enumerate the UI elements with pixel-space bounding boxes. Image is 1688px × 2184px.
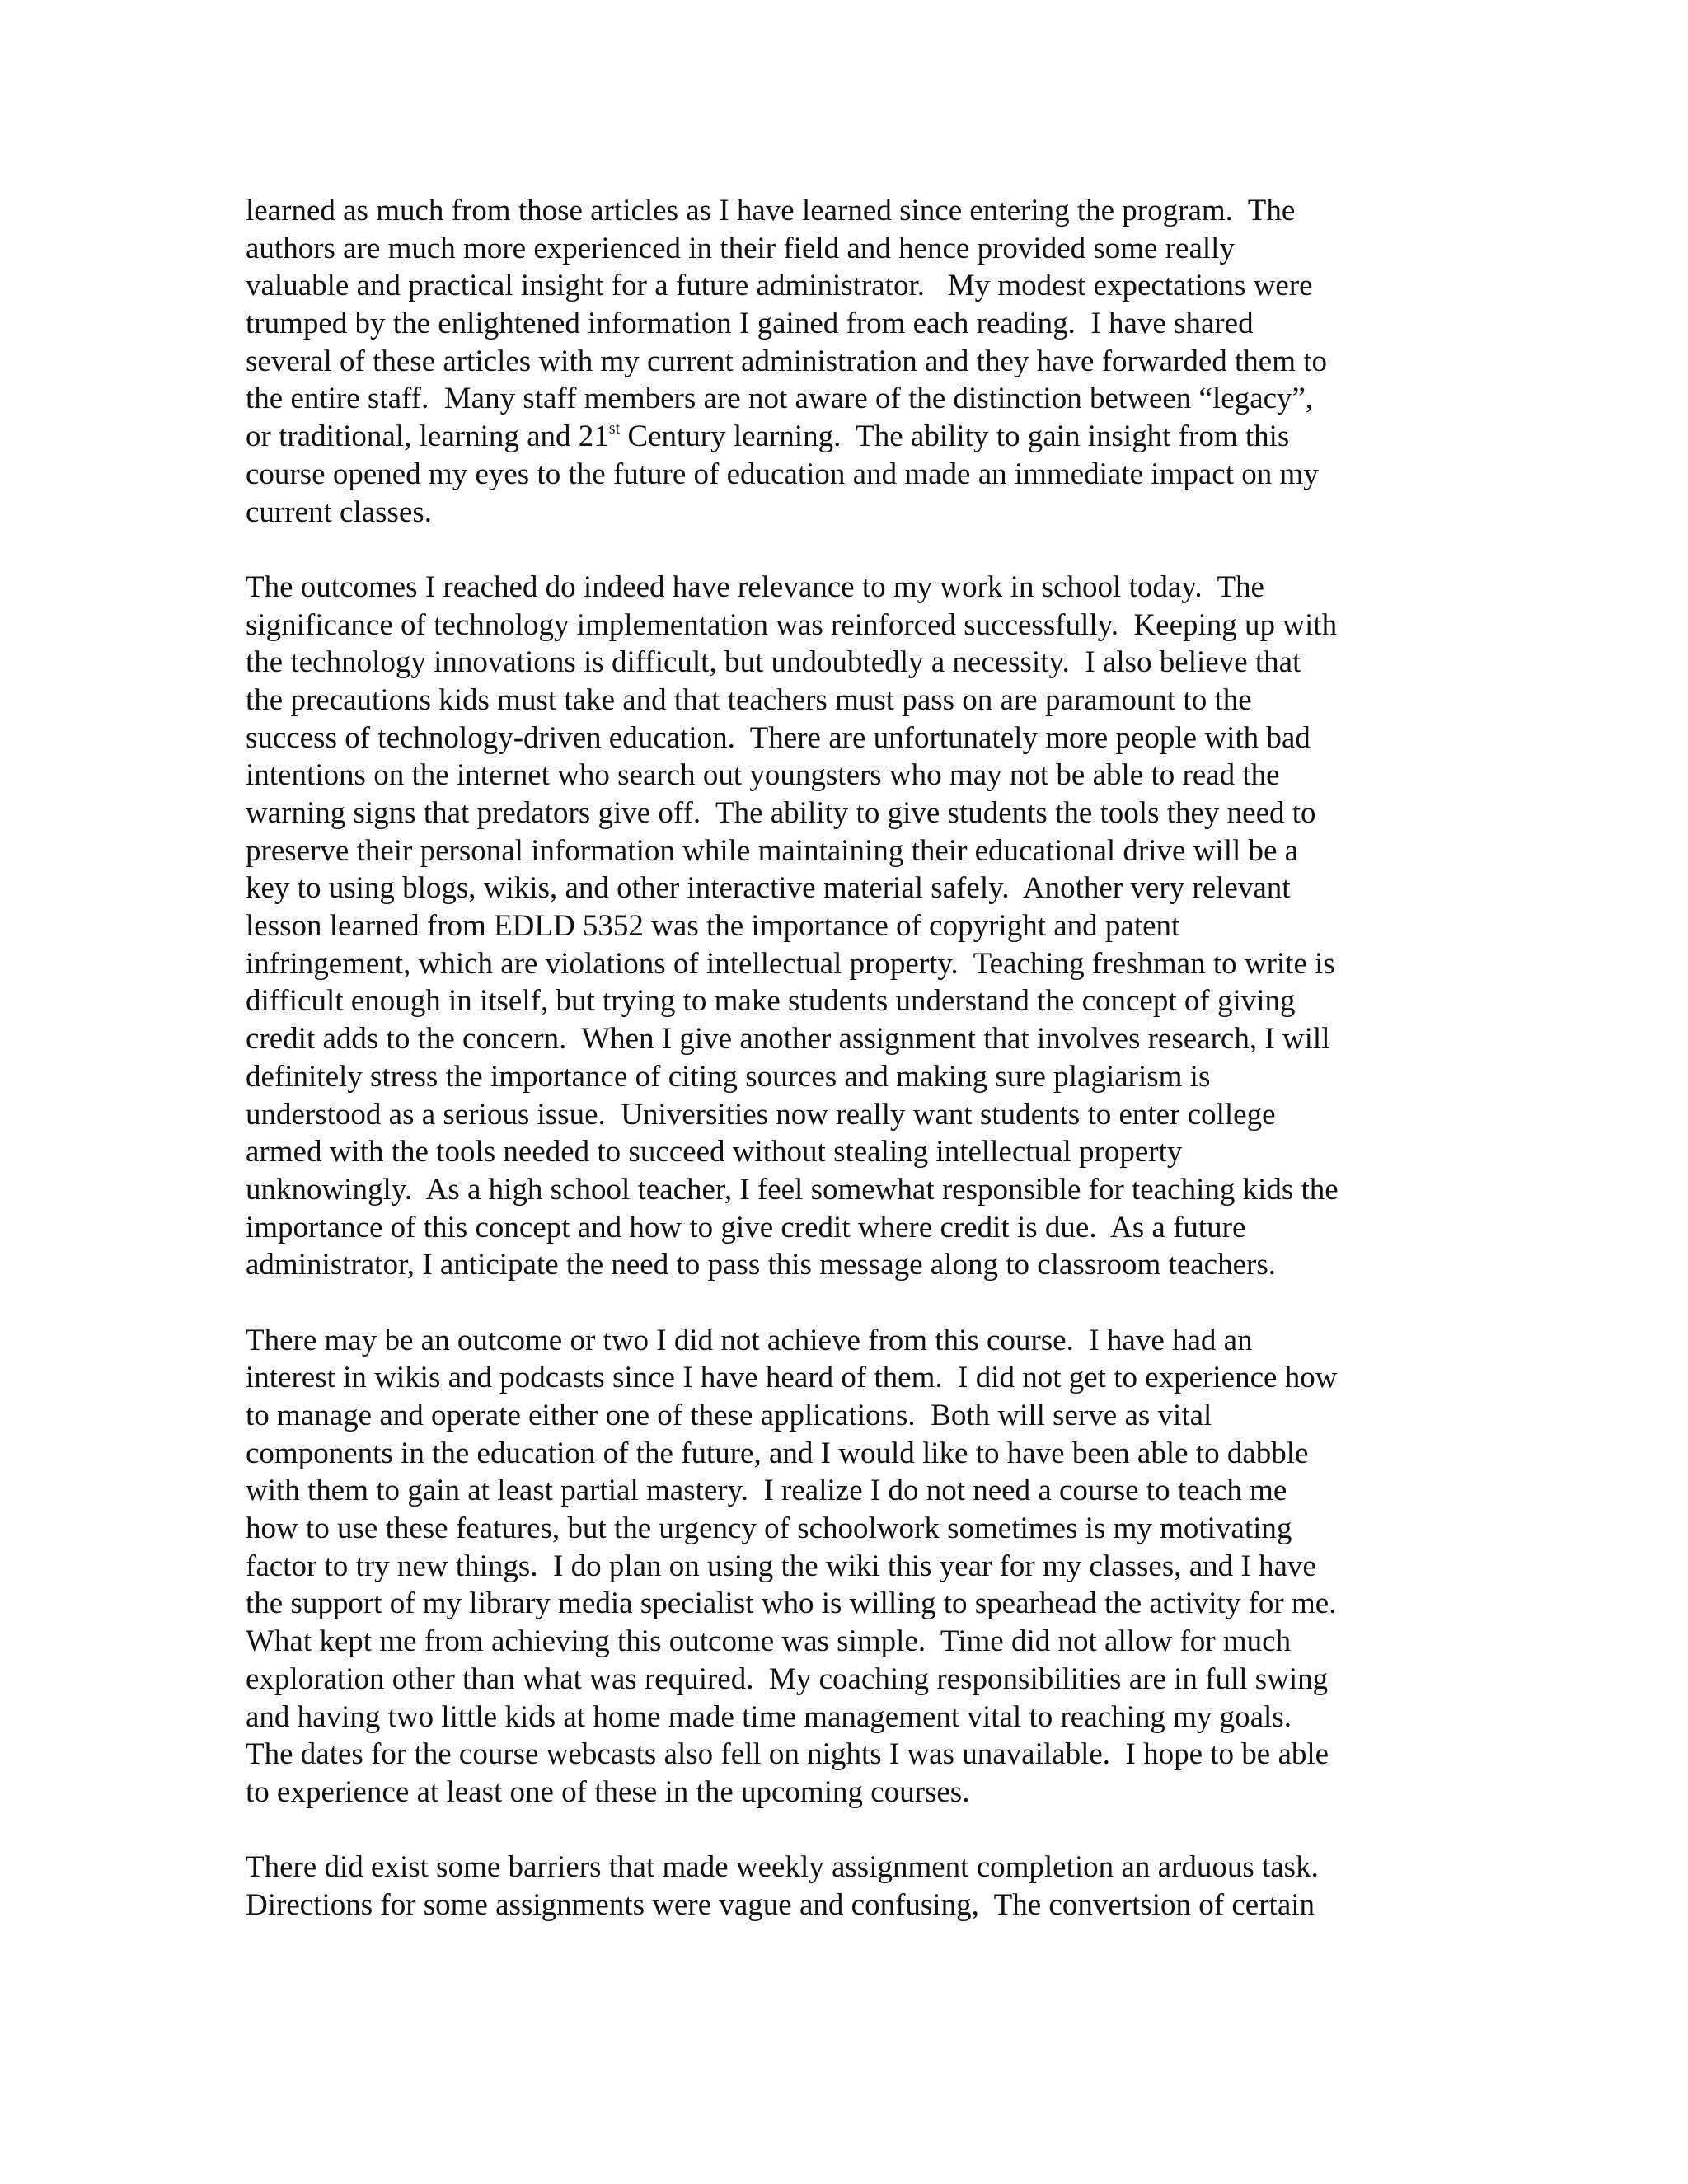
text-line: There may be an outcome or two I did not achieve from this course. I have had an xyxy=(246,1323,1253,1357)
text-line: definitely stress the importance of citing sources and making sure plagiarism is xyxy=(246,1059,1211,1094)
text-line: understood as a serious issue. Universities now really want students to enter college xyxy=(246,1097,1276,1132)
text-line: key to using blogs, wikis, and other interactive material safely. Another very relevant xyxy=(246,871,1291,906)
document-body xyxy=(246,192,1474,1924)
text-line: trumped by the enlightened information I gained from each reading. I have shared xyxy=(246,307,1254,341)
paragraph-spacer xyxy=(246,1811,1474,1849)
paragraph-spacer xyxy=(246,1284,1474,1322)
text-line: credit adds to the concern. When I give another assignment that involves research, I will xyxy=(246,1022,1330,1057)
text-line: infringement, which are violations of intellectual property. Teaching freshman to write is xyxy=(246,946,1335,981)
text-line: preserve their personal information while maintaining their educational drive will be a xyxy=(246,833,1299,868)
text-line: valuable and practical insight for a future administrator. My modest expectations were xyxy=(246,269,1313,303)
text-line: the precautions kids must take and that teachers must pass on are paramount to the xyxy=(246,682,1252,717)
text-segment: or traditional, learning and 21 xyxy=(246,419,609,454)
paragraph xyxy=(246,1849,1474,1924)
text-line: armed with the tools needed to succeed without stealing intellectual property xyxy=(246,1135,1183,1169)
text-line: components in the education of the future, and I would like to have been able to dabble xyxy=(246,1436,1309,1470)
text-line: how to use these features, but the urgency of schoolwork sometimes is my motivating xyxy=(246,1511,1292,1546)
paragraph xyxy=(246,1322,1474,1811)
text-line: Directions for some assignments were vague and confusing, The convertsion of certain xyxy=(246,1887,1315,1922)
text-line: to experience at least one of these in the upcoming courses. xyxy=(246,1774,970,1809)
text-line: significance of technology implementation was reinforced successfully. Keeping up with xyxy=(246,607,1338,642)
paragraph-spacer xyxy=(246,531,1474,569)
text-line: The dates for the course webcasts also fell on nights I was unavailable. I hope to be able xyxy=(246,1737,1329,1772)
text-line: importance of this concept and how to give credit where credit is due. As a future xyxy=(246,1210,1246,1244)
text-line: The outcomes I reached do indeed have relevance to my work in school today. The xyxy=(246,569,1264,604)
text-line: intentions on the internet who search out youngsters who may not be able to read the xyxy=(246,758,1280,793)
text-line: course opened my eyes to the future of education and made an immediate impact on my xyxy=(246,457,1319,491)
paragraph xyxy=(246,192,1474,531)
text-line xyxy=(246,418,1474,456)
text-line: the support of my library media specialist who is willing to spearhead the activity for me. xyxy=(246,1586,1337,1621)
text-line: exploration other than what was required. My coaching responsibilities are in full swing xyxy=(246,1661,1329,1696)
ordinal-superscript: st xyxy=(608,419,621,438)
text-line: current classes. xyxy=(246,494,433,529)
paragraph xyxy=(246,569,1474,1284)
text-line: interest in wikis and podcasts since I have heard of them. I did not get to experience how xyxy=(246,1361,1338,1395)
text-line: the technology innovations is difficult, but undoubtedly a necessity. I also believe that xyxy=(246,645,1301,680)
text-line: lesson learned from EDLD 5352 was the importance of copyright and patent xyxy=(246,909,1180,944)
text-line: success of technology-driven education. There are unfortunately more people with bad xyxy=(246,720,1311,755)
text-segment: Century learning. The ability to gain insight from this xyxy=(620,419,1290,454)
text-line: warning signs that predators give off. The ability to give students the tools they need to xyxy=(246,796,1316,830)
text-line: authors are much more experienced in their field and hence provided some really xyxy=(246,231,1235,265)
text-line: learned as much from those articles as I have learned since entering the program. The xyxy=(246,194,1296,227)
text-line: factor to try new things. I do plan on using the wiki this year for my classes, and I have xyxy=(246,1549,1316,1583)
text-line: administrator, I anticipate the need to pass this message along to classroom teachers. xyxy=(246,1248,1276,1282)
text-line: What kept me from achieving this outcome was simple. Time did not allow for much xyxy=(246,1624,1292,1659)
text-line: unknowingly. As a high school teacher, I feel somewhat responsible for teaching kids the xyxy=(246,1172,1339,1207)
text-line: with them to gain at least partial mastery. I realize I do not need a course to teach me xyxy=(246,1474,1287,1508)
text-line: the entire staff. Many staff members are not aware of the distinction between “legacy”, xyxy=(246,382,1314,416)
text-line: several of these articles with my current administration and they have forwarded them to xyxy=(246,344,1328,378)
text-line: and having two little kids at home made time management vital to reaching my goals. xyxy=(246,1699,1292,1734)
text-line: There did exist some barriers that made weekly assignment completion an arduous task. xyxy=(246,1850,1319,1885)
text-line: to manage and operate either one of these applications. Both will serve as vital xyxy=(246,1399,1212,1432)
text-line: difficult enough in itself, but trying to make students understand the concept of giving xyxy=(246,984,1296,1019)
